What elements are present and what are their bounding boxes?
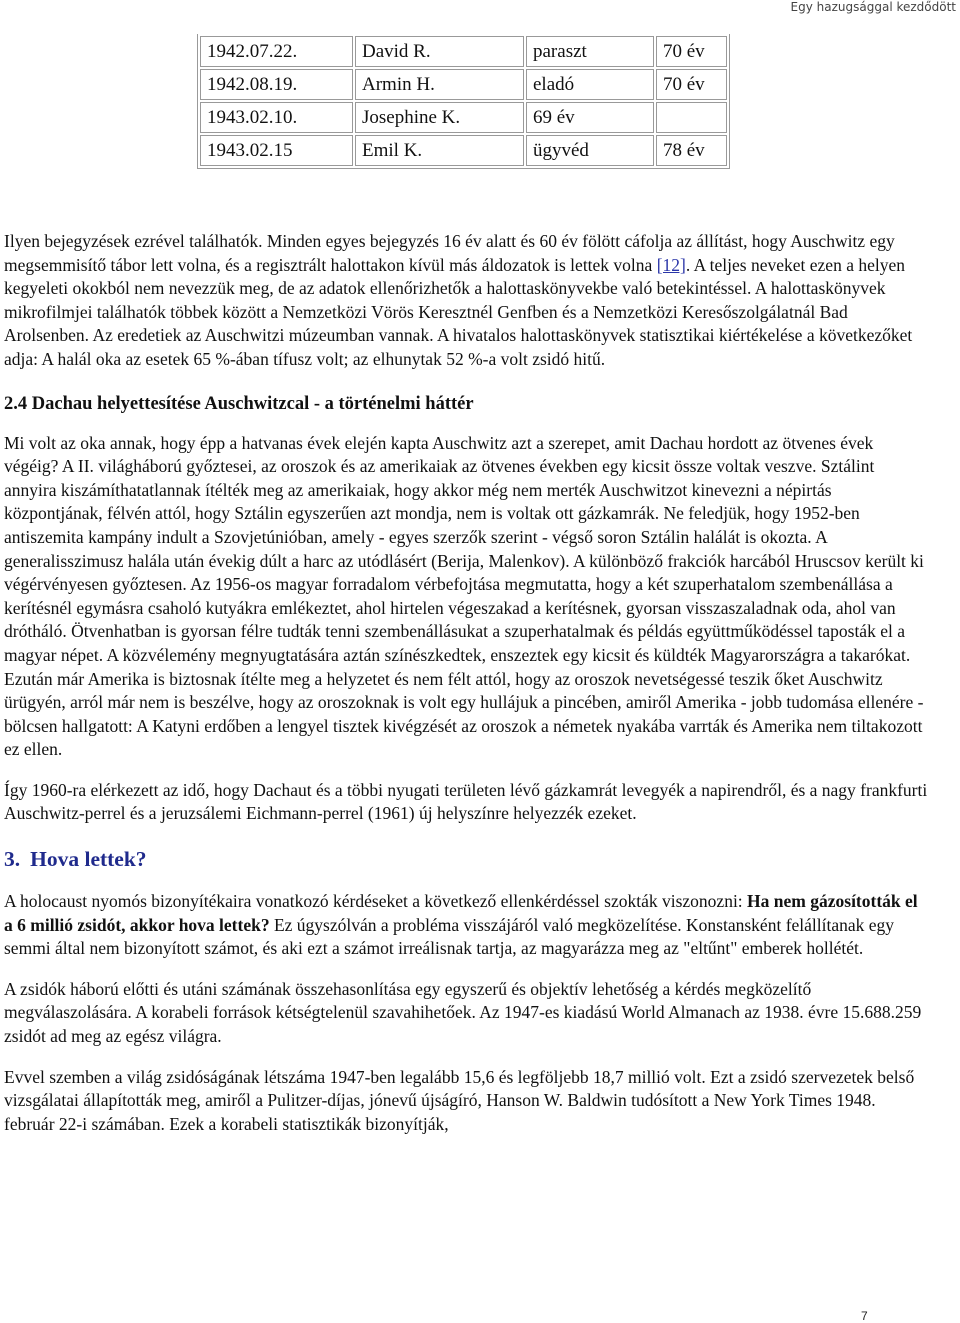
section-title: Hova lettek?: [30, 847, 147, 872]
paragraph-text: Ilyen bejegyzések ezrével találhatók. Minden egyes bejegyzés 16 év alatt és 60 év fölött cáfolja az állítást, hogy Auschwitz egy megsemmisítő tábor lett volna, és a regisztrált halottakon kívül más áldozatok is lettek volna: [4, 231, 895, 275]
age-cell: 70 év: [656, 36, 727, 67]
paragraph-history: Mi volt az oka annak, hogy épp a hatvanas évek elején kapta Auschwitz azt a szerepet, amit Dachau hordott az ötvenes évek végéig? A II. világháború győztesei, az oroszok és az amerikaiak az ötvenes években egy kicsit össze voltak veszve. Sztálint annyira kiszámíthatatlannak ítélték meg az amerikaiak, hogy akkor még nem merték Auschwitzot kinevezni a népirtás központjának, félvén attól, hogy Sztálin egyszerűen azt mondja, nem is voltak ott gázkamrák. Ne feledjük, hogy 1952-ben antiszemita kampány indult a Szovjetúnióban, amely - egyes szerzők szerint - végső soron Sztálin halálát is okozta. A generalisszimusz halála után évekig dúlt a harc az utódlásért (Berija, Malenkov). A különböző frakciók harcából Hruscsov került ki végérvényesen győztesen. Az 1956-os magyar forradalom vérbefojtása megmutatta, hogy a két szuperhatalom szembenállása a kerítésnél egymásra csaholó kutyákra emlékeztet, ahol hirtelen végeszakad a kerítésnek, gyorsan visszaszaladnak oda, ahol van drótháló. Ötvenhatban is gyorsan félre tudták tenni szembenállásukat a szuperhatalmak és példás együttműködéssel taposták el a magyar népet. A közvélemény megnyugtatására aztán színészkedtek, enszeztek egy kicsit és küldték Magyarországra a takarókat. Ezután már Amerika is biztosnak ítélte meg a helyzetet és nem félt attól, hogy az oroszok nevetségessé teszik őket Auschwitz ürügyén, arról már nem is beszélve, hogy az oroszoknak is volt egy hullájuk a pincében, amiről Amerika - jobb tudomása ellenére - bölcsen hallgatott: A Katyni erdőben a lengyel tisztek kivégzését az oroszok a németek nyakába varrták és Amerika nem tiltakozott ez ellen.: [4, 432, 924, 760]
occupation-cell: eladó: [526, 69, 654, 100]
paragraph-1960: Így 1960-ra elérkezett az idő, hogy Dachaut és a többi nyugati területen lévő gázkamrát levegyék a napirendről, és a nagy frankfurti Auschwitz-perrel és a jeruzsálemi Eichmann-perrel (1961) új helyszínre helyezzék ezeket.: [4, 779, 928, 824]
name-cell: David R.: [355, 36, 524, 67]
table-row: [200, 36, 727, 67]
age-cell: [656, 102, 727, 133]
paragraph-population: Evvel szemben a világ zsidóságának létszáma 1947-ben legalább 15,6 és legföljebb 18,7 millió volt. Ezt a zsidó szervezetek belső vizsgálatai állapították meg, amiről a Pulitzer-díjas, jónevű újságíró, Hanson W. Baldwin tudósított a New York Times 1948. február 22-i számában. Ezek a korabeli statisztikák bizonyítják,: [4, 1066, 915, 1134]
date-cell: 1943.02.10.: [200, 102, 353, 133]
paragraph-question: [4, 890, 930, 961]
paragraph-death-records: [4, 230, 930, 372]
occupation-cell: 69 év: [526, 102, 654, 133]
occupation-cell: ügyvéd: [526, 135, 654, 166]
paragraph-text: Ez úgyszólván a probléma visszájáról való megközelítése. Konstansként felállítanak egy semmi által nem bizonyított számot, és aki ezt a számot irreálisnak tartja, az magyarázza meg az "eltűnt" emberek hollétét.: [4, 914, 895, 959]
date-cell: 1942.08.19.: [200, 69, 353, 100]
table-row: [200, 135, 727, 166]
section-number: 3.: [4, 847, 21, 872]
paragraph-text: A holocaust nyomós bizonyítékaira vonatkozó kérdéseket a következő ellenkérdéssel szokták viszonozni:: [4, 891, 748, 912]
paragraph-text: . A teljes neveket ezen a helyen kegyeleti okokból nem nevezzük meg, de az adatok ellenőrizhetők a halottaskönyvekbe való betekintéssel. A halottaskönyvek mikrofilmjei találhatók többek között a Nemzetközi Vörös Keresztnél Genfben és a Nemzetközi Keresőszolgálatnál Bad Arolsenben. Az eredetiek az Auschwitzi múzeumban vannak. A hivatalos halottaskönyvek statisztikai kiértékelése a következőket adja: A halál oka az esetek 65 %-ában tífusz volt; az elhunytak 52 %-a volt zsidó hitű.: [4, 254, 913, 369]
bold-question: Ha nem gázosították el a 6 millió zsidót, akkor hova lettek?: [4, 891, 918, 935]
name-cell: Josephine K.: [355, 102, 524, 133]
date-cell: 1942.07.22.: [200, 36, 353, 67]
table-row: [200, 69, 727, 100]
running-header: Egy hazugsággal kezdődött: [790, 0, 956, 14]
paragraph-comparison: A zsidók háború előtti és utáni számának összehasonlítása egy egyszerű és objektív lehetőség a kérdés megközelítő megválaszolására. A korabeli források kétségtelenül szavahihetőek. Az 1947-es kiadású World Almanach az 1938. évre 15.688.259 zsidót ad meg az egész világra.: [4, 978, 922, 1047]
death-records-table: [197, 34, 730, 169]
page-number: 7: [861, 1309, 868, 1323]
date-cell: 1943.02.15: [200, 135, 353, 166]
main-content: [4, 230, 930, 1136]
age-cell: 70 év: [656, 69, 727, 100]
section-heading-2-4: 2.4 Dachau helyettesítése Auschwitzcal - a történelmi háttér: [4, 393, 474, 414]
footnote-link-12[interactable]: [12]: [656, 254, 686, 275]
name-cell: Emil K.: [355, 135, 524, 166]
table-row: [200, 102, 727, 133]
occupation-cell: paraszt: [526, 36, 654, 67]
name-cell: Armin H.: [355, 69, 524, 100]
age-cell: 78 év: [656, 135, 727, 166]
section-heading-3: [4, 846, 930, 872]
